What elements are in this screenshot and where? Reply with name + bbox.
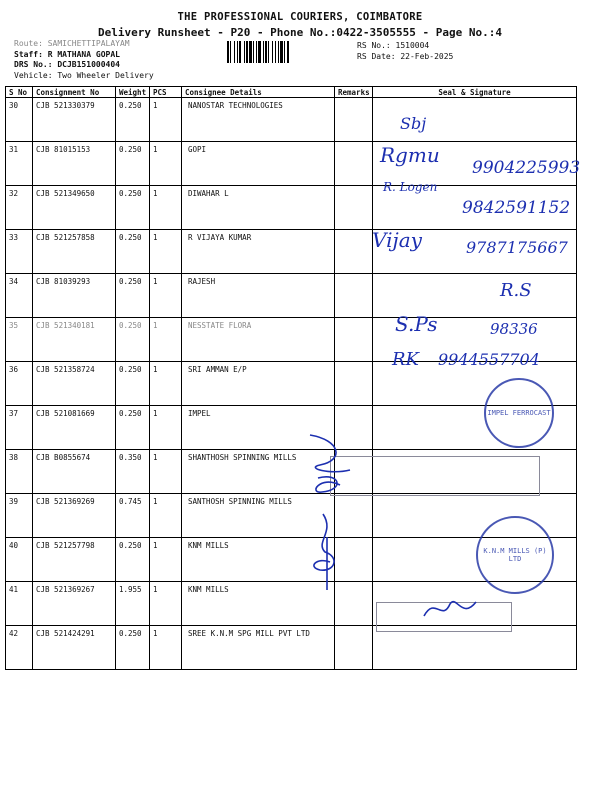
cell-sno: 36 bbox=[6, 362, 33, 406]
cell-pcs: 1 bbox=[150, 274, 182, 318]
col-consignment: Consignment No bbox=[33, 87, 116, 98]
cell-weight: 0.250 bbox=[116, 274, 150, 318]
cell-remarks bbox=[335, 230, 373, 274]
handwritten-phone-32: 9842591152 bbox=[462, 198, 571, 218]
barcode-bar bbox=[289, 41, 290, 63]
cell-pcs: 1 bbox=[150, 450, 182, 494]
cell-consignee: SRI AMMAN E/P bbox=[182, 362, 335, 406]
impel-seal-text: IMPEL FERROCAST bbox=[487, 409, 551, 417]
cell-remarks bbox=[335, 626, 373, 670]
cell-pcs: 1 bbox=[150, 494, 182, 538]
cell-seal bbox=[373, 626, 577, 670]
cell-consignee: NESSTATE FLORA bbox=[182, 318, 335, 362]
cell-cons: CJB B0855674 bbox=[33, 450, 116, 494]
cell-cons: CJB 521330379 bbox=[33, 98, 116, 142]
cell-weight: 0.250 bbox=[116, 406, 150, 450]
handwritten-phone-33: 9787175667 bbox=[466, 238, 568, 257]
signature-row-36: RK bbox=[392, 349, 419, 370]
cell-cons: CJB 81039293 bbox=[33, 274, 116, 318]
col-sno: S No bbox=[6, 87, 33, 98]
handwritten-phone-31: 9904225993 bbox=[472, 158, 581, 178]
cell-consignee: SHANTHOSH SPINNING MILLS bbox=[182, 450, 335, 494]
knm-company-seal bbox=[476, 516, 554, 594]
cell-remarks bbox=[335, 142, 373, 186]
cell-pcs: 1 bbox=[150, 186, 182, 230]
table-header-row bbox=[6, 87, 577, 98]
vehicle-label: Vehicle: Two Wheeler Delivery bbox=[14, 70, 154, 80]
signature-scribble-row-38-39 bbox=[300, 430, 360, 500]
cell-weight: 0.250 bbox=[116, 362, 150, 406]
rs-date: RS Date: 22-Feb-2025 bbox=[357, 51, 454, 61]
cell-weight: 0.250 bbox=[116, 538, 150, 582]
cell-pcs: 1 bbox=[150, 626, 182, 670]
col-pcs: PCS bbox=[150, 87, 182, 98]
cell-cons: CJB 521257858 bbox=[33, 230, 116, 274]
cell-remarks bbox=[335, 186, 373, 230]
cell-remarks bbox=[335, 318, 373, 362]
staff-label: Staff: R MATHANA GOPAL bbox=[14, 49, 120, 59]
table-row bbox=[6, 98, 577, 142]
signature-row-33: Vijay bbox=[372, 228, 422, 252]
cell-cons: CJB 521081669 bbox=[33, 406, 116, 450]
cell-pcs: 1 bbox=[150, 582, 182, 626]
signature-row-35: S.Ps bbox=[395, 312, 438, 336]
signature-scribble-row-40-41 bbox=[305, 512, 345, 592]
col-weight: Weight bbox=[116, 87, 150, 98]
barcode bbox=[227, 41, 348, 63]
cell-cons: CJB 521424291 bbox=[33, 626, 116, 670]
cell-cons: CJB 521369267 bbox=[33, 582, 116, 626]
cell-cons: CJB 521358724 bbox=[33, 362, 116, 406]
signature-row-34: R.S bbox=[500, 280, 532, 301]
cell-remarks bbox=[335, 274, 373, 318]
cell-consignee: R VIJAYA KUMAR bbox=[182, 230, 335, 274]
cell-cons: CJB 521340181 bbox=[33, 318, 116, 362]
faded-rubber-stamp-row-39 bbox=[330, 456, 540, 496]
cell-sno: 33 bbox=[6, 230, 33, 274]
cell-cons: CJB 521257798 bbox=[33, 538, 116, 582]
signature-row-32: R. Logen bbox=[383, 180, 438, 194]
cell-pcs: 1 bbox=[150, 230, 182, 274]
cell-sno: 32 bbox=[6, 186, 33, 230]
col-consignee: Consignee Details bbox=[182, 87, 335, 98]
cell-pcs: 1 bbox=[150, 318, 182, 362]
table-row bbox=[6, 274, 577, 318]
cell-sno: 34 bbox=[6, 274, 33, 318]
cell-sno: 41 bbox=[6, 582, 33, 626]
runsheet-subtitle: Delivery Runsheet - P20 - Phone No.:0422-3505555 - Page No.:4 bbox=[98, 26, 502, 39]
signature-scribble-row-42 bbox=[420, 594, 480, 624]
cell-sno: 40 bbox=[6, 538, 33, 582]
cell-consignee: DIWAHAR L bbox=[182, 186, 335, 230]
table-row bbox=[6, 626, 577, 670]
drs-label: DRS No.: DCJB151000404 bbox=[14, 60, 120, 69]
cell-weight: 0.250 bbox=[116, 626, 150, 670]
cell-seal bbox=[373, 274, 577, 318]
runsheet-meta-right bbox=[357, 41, 453, 62]
knm-seal-text: K.N.M MILLS (P) LTD bbox=[483, 547, 547, 563]
rs-number: RS No.: 1510004 bbox=[357, 41, 430, 50]
handwritten-phone-35: 98336 bbox=[490, 320, 538, 338]
cell-weight: 0.250 bbox=[116, 318, 150, 362]
document-title: THE PROFESSIONAL COURIERS, COIMBATORE bbox=[177, 11, 423, 23]
cell-consignee: NANOSTAR TECHNOLOGIES bbox=[182, 98, 335, 142]
cell-weight: 0.350 bbox=[116, 450, 150, 494]
runsheet-meta-left bbox=[14, 39, 154, 81]
cell-cons: CJB 521369269 bbox=[33, 494, 116, 538]
col-remarks: Remarks bbox=[335, 87, 373, 98]
cell-consignee: KNM MILLS bbox=[182, 538, 335, 582]
cell-sno: 39 bbox=[6, 494, 33, 538]
cell-weight: 0.745 bbox=[116, 494, 150, 538]
cell-sno: 37 bbox=[6, 406, 33, 450]
cell-weight: 1.955 bbox=[116, 582, 150, 626]
cell-sno: 30 bbox=[6, 98, 33, 142]
cell-remarks bbox=[335, 98, 373, 142]
cell-pcs: 1 bbox=[150, 538, 182, 582]
cell-sno: 35 bbox=[6, 318, 33, 362]
signature-row-30: Sbj bbox=[400, 114, 427, 133]
cell-consignee: GOPI bbox=[182, 142, 335, 186]
cell-pcs: 1 bbox=[150, 406, 182, 450]
cell-consignee: IMPEL bbox=[182, 406, 335, 450]
cell-consignee: SANTHOSH SPINNING MILLS bbox=[182, 494, 335, 538]
cell-sno: 38 bbox=[6, 450, 33, 494]
signature-row-31: Rgmu bbox=[380, 143, 440, 167]
cell-cons: CJB 521349650 bbox=[33, 186, 116, 230]
cell-consignee: SREE K.N.M SPG MILL PVT LTD bbox=[182, 626, 335, 670]
col-seal-signature: Seal & Signature bbox=[373, 87, 577, 98]
cell-cons: CJB 81015153 bbox=[33, 142, 116, 186]
cell-weight: 0.250 bbox=[116, 186, 150, 230]
cell-sno: 42 bbox=[6, 626, 33, 670]
impel-company-seal bbox=[484, 378, 554, 448]
route-label: Route: SAMICHETTIPALAYAM bbox=[14, 39, 130, 48]
cell-consignee: RAJESH bbox=[182, 274, 335, 318]
cell-consignee: KNM MILLS bbox=[182, 582, 335, 626]
cell-sno: 31 bbox=[6, 142, 33, 186]
cell-weight: 0.250 bbox=[116, 230, 150, 274]
cell-pcs: 1 bbox=[150, 98, 182, 142]
cell-weight: 0.250 bbox=[116, 98, 150, 142]
cell-pcs: 1 bbox=[150, 362, 182, 406]
cell-weight: 0.250 bbox=[116, 142, 150, 186]
cell-remarks bbox=[335, 362, 373, 406]
handwritten-phone-36: 9944557704 bbox=[438, 350, 540, 369]
cell-pcs: 1 bbox=[150, 142, 182, 186]
